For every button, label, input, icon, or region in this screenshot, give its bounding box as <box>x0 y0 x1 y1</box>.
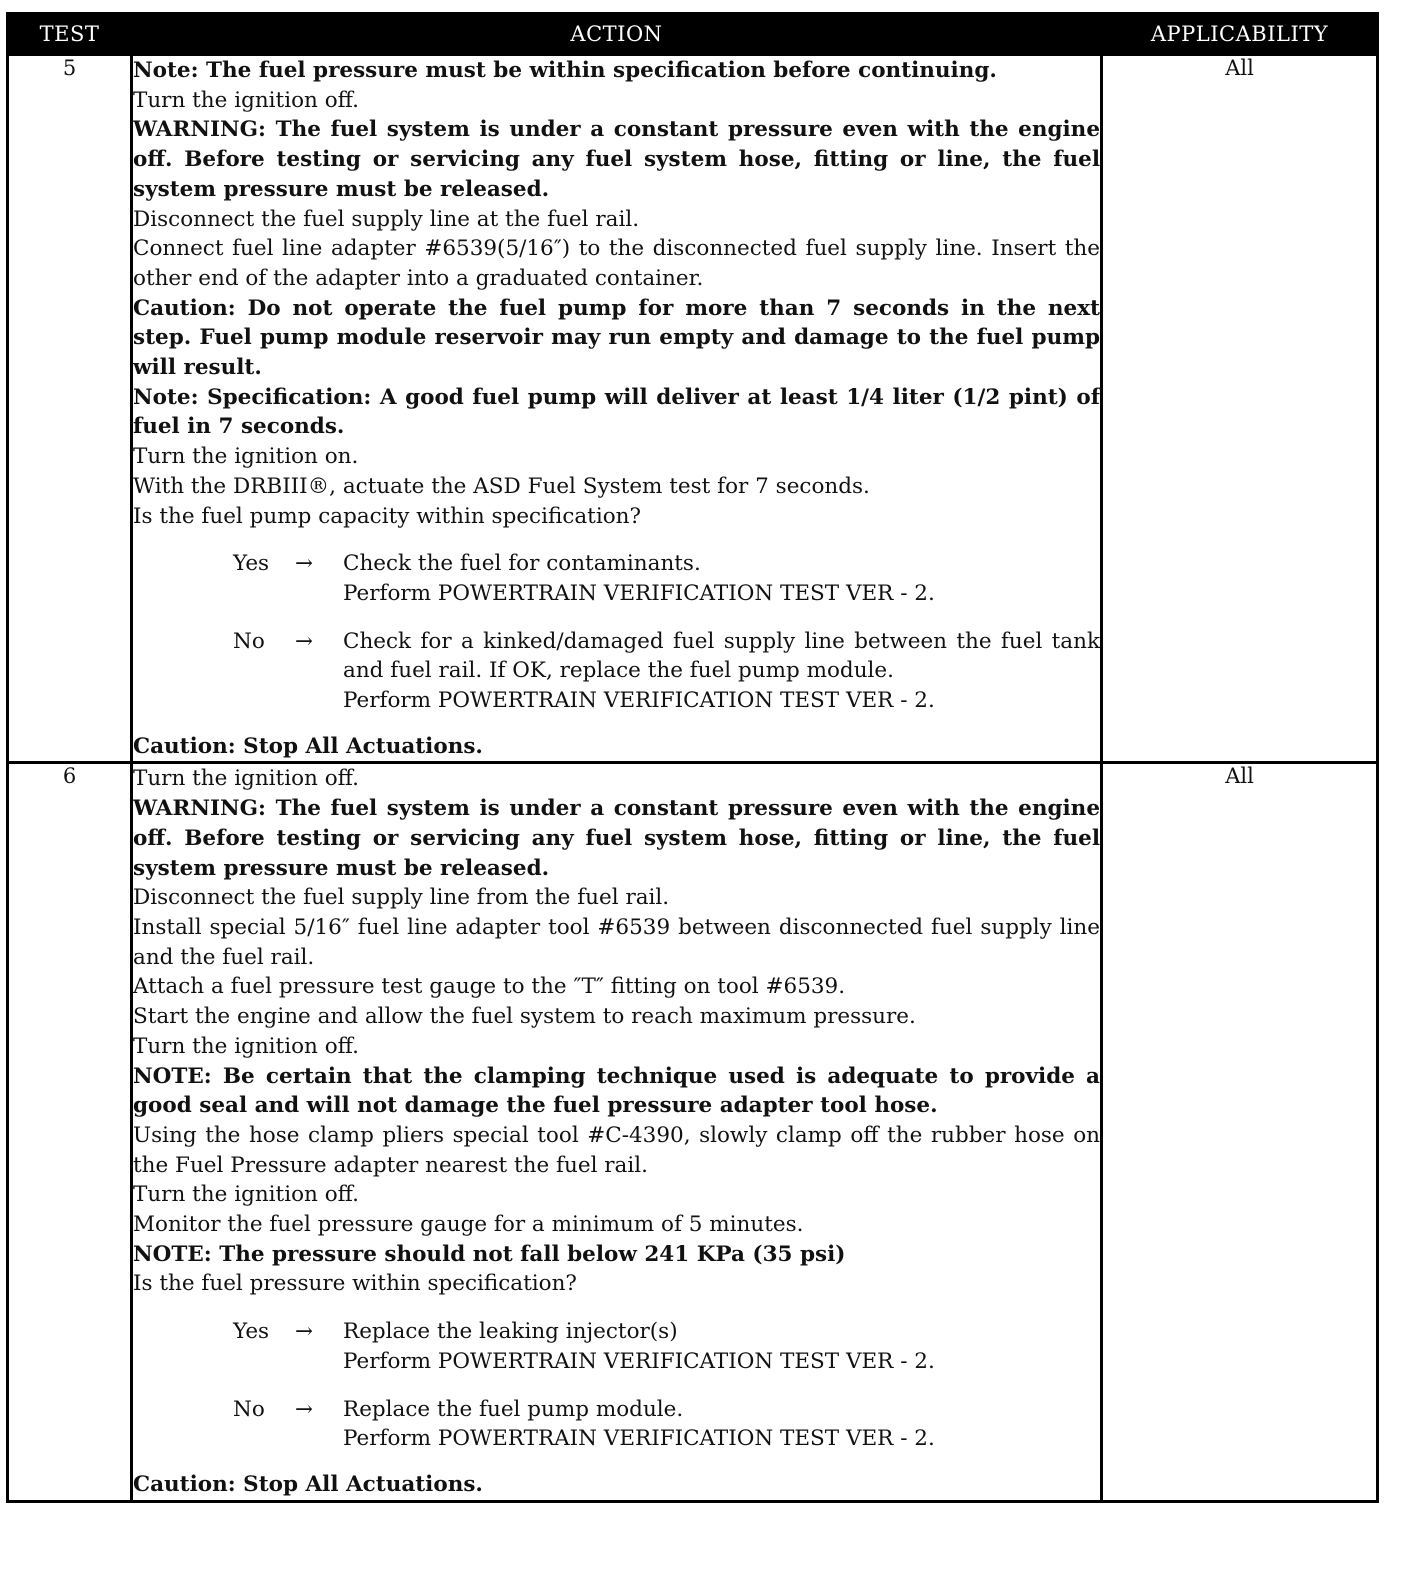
header-action: ACTION <box>132 14 1102 55</box>
step-text: With the DRBIII®, actuate the ASD Fuel System test for 7 seconds. <box>133 473 870 499</box>
choice-no <box>133 1395 1100 1454</box>
warning-text: WARNING: The fuel system is under a constant pressure even with the engine off. Before testing or servicing any fuel system hose, fitting or line, the fuel system pressure must be released. <box>133 117 1100 202</box>
caution-text: Caution: Do not operate the fuel pump for more than 7 seconds in the next step. Fuel pump module reservoir may run empty and damage to the fuel pump will result. <box>133 295 1100 381</box>
note-text: Note: Specification: A good fuel pump will deliver at least 1/4 liter (1/2 pint) of fuel in 7 seconds. <box>133 384 1100 440</box>
right-arrow-icon: → <box>295 628 314 654</box>
choice-no <box>133 627 1100 716</box>
right-arrow-icon: → <box>295 1396 314 1422</box>
step-text: Turn the ignition off. <box>133 766 359 792</box>
note-text: Note: The fuel pressure must be within specification before continuing. <box>133 58 997 83</box>
choice-text <box>343 1317 1100 1376</box>
step-text: Attach a fuel pressure test gauge to the ″T″ fitting on tool #6539. <box>133 974 846 1000</box>
applicability-value: All <box>1102 763 1378 1501</box>
choice-label: No <box>233 628 265 654</box>
applicability-value: All <box>1102 55 1378 763</box>
choice-line: Perform POWERTRAIN VERIFICATION TEST VER - 2. <box>343 1348 935 1374</box>
diagnostic-test-table <box>6 12 1379 1503</box>
step-text: Disconnect the fuel supply line at the fuel rail. <box>133 206 640 232</box>
document-page <box>6 12 1376 1503</box>
action-cell <box>132 55 1102 763</box>
step-text: Monitor the fuel pressure gauge for a minimum of 5 minutes. <box>133 1212 804 1238</box>
caution-footer: Caution: Stop All Actuations. <box>133 733 483 759</box>
step-text: Start the engine and allow the fuel system to reach maximum pressure. <box>133 1004 916 1030</box>
choice-text <box>343 1395 1100 1454</box>
choice-line: Perform POWERTRAIN VERIFICATION TEST VER - 2. <box>343 688 935 714</box>
note-text: NOTE: The pressure should not fall below 241 KPa (35 psi) <box>133 1241 846 1267</box>
action-cell <box>132 763 1102 1501</box>
choice-label: Yes <box>233 1319 270 1345</box>
step-text: Connect fuel line adapter #6539(5/16″) to the disconnected fuel supply line. Insert the other end of the adapter into a graduated container. <box>133 236 1100 291</box>
header-test: TEST <box>8 14 132 55</box>
step-text: Disconnect the fuel supply line from the fuel rail. <box>133 885 670 911</box>
step-text: Turn the ignition on. <box>133 444 359 470</box>
table-row <box>8 763 1378 1501</box>
choice-text <box>343 549 1100 608</box>
choice-line: Check the fuel for contaminants. <box>343 551 701 577</box>
table-header-row <box>8 14 1378 55</box>
choice-line: Replace the fuel pump module. <box>343 1396 684 1422</box>
choice-line: Perform POWERTRAIN VERIFICATION TEST VER - 2. <box>343 580 935 606</box>
choice-yes <box>133 549 1100 608</box>
question-text: Is the fuel pressure within specification? <box>133 1271 577 1297</box>
warning-text: WARNING: The fuel system is under a constant pressure even with the engine off. Before testing or servicing any fuel system hose, fitting or line, the fuel system pressure must be released. <box>133 796 1100 881</box>
right-arrow-icon: → <box>295 551 314 577</box>
test-number: 5 <box>8 55 132 763</box>
choice-text <box>343 627 1100 716</box>
choice-yes <box>133 1317 1100 1376</box>
table-row <box>8 55 1378 763</box>
choice-label: Yes <box>233 551 270 577</box>
choice-line: Replace the leaking injector(s) <box>343 1319 678 1345</box>
choice-label: No <box>233 1396 265 1422</box>
step-text: Install special 5/16″ fuel line adapter tool #6539 between disconnected fuel supply line and the fuel rail. <box>133 914 1100 970</box>
header-applicability: APPLICABILITY <box>1102 14 1378 55</box>
step-text: Turn the ignition off. <box>133 1033 359 1059</box>
step-text: Turn the ignition off. <box>133 87 359 113</box>
step-text: Using the hose clamp pliers special tool #C-4390, slowly clamp off the rubber hose on the Fuel Pressure adapter nearest the fuel rail. <box>133 1122 1100 1178</box>
step-text: Turn the ignition off. <box>133 1182 359 1208</box>
question-text: Is the fuel pump capacity within specification? <box>133 503 642 529</box>
choice-line: Perform POWERTRAIN VERIFICATION TEST VER - 2. <box>343 1426 935 1452</box>
right-arrow-icon: → <box>295 1319 314 1345</box>
note-text: NOTE: Be certain that the clamping technique used is adequate to provide a good seal and will not damage the fuel pressure adapter tool hose. <box>133 1063 1100 1119</box>
choice-line: Check for a kinked/damaged fuel supply line between the fuel tank and fuel rail. If OK, replace the fuel pump module. <box>343 628 1100 684</box>
caution-footer: Caution: Stop All Actuations. <box>133 1471 483 1497</box>
test-number: 6 <box>8 763 132 1501</box>
